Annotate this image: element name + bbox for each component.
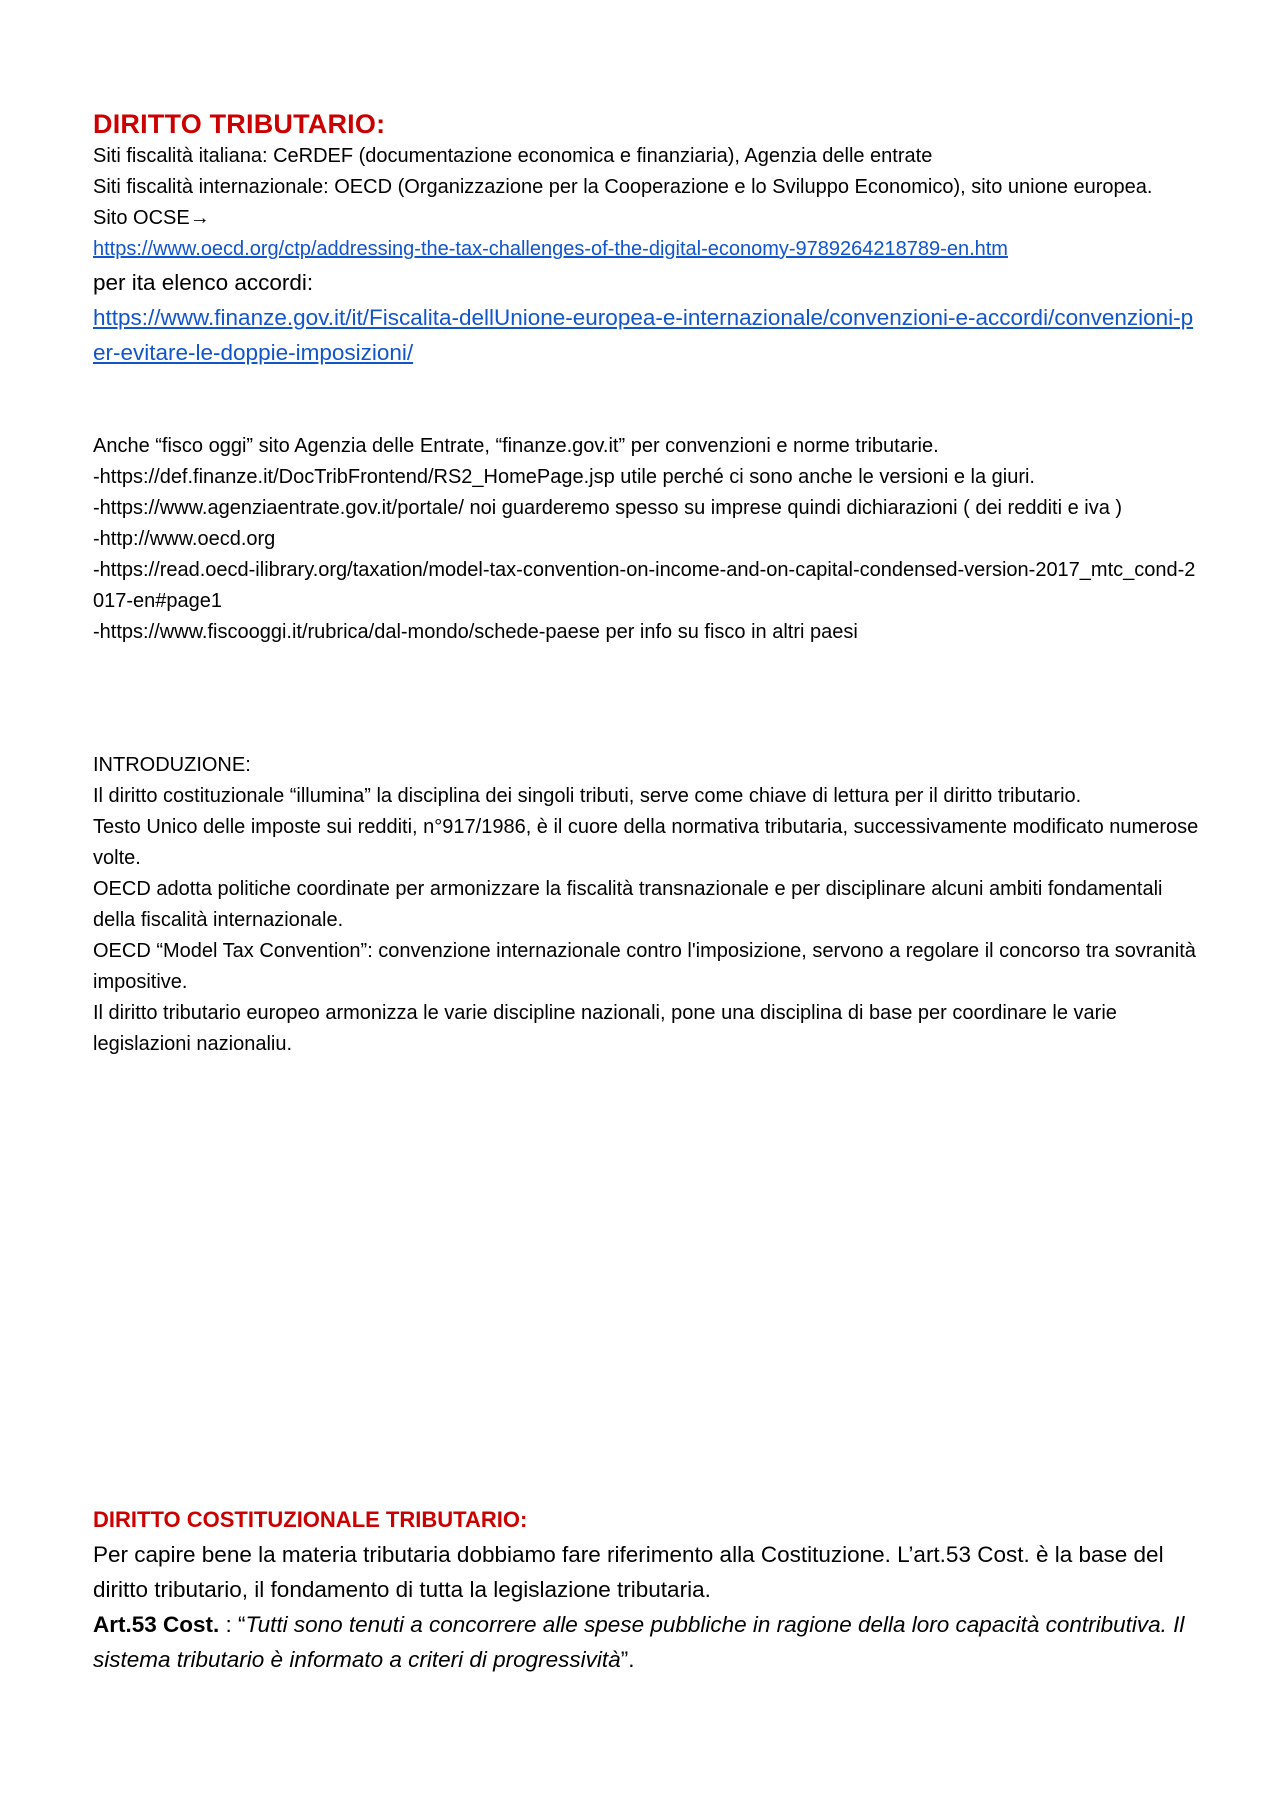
finanze-link-line xyxy=(93,300,1198,370)
list-item: -https://read.oecd-ilibrary.org/taxation/model-tax-convention-on-income-and-on-capital-condensed-version-2017_mtc_cond-2017-en#page1 xyxy=(93,559,1196,612)
paragraph: OECD adotta politiche coordinate per armonizzare la fiscalità transnazionale e per disciplinare alcuni ambiti fondamentali della fiscalità internazionale. xyxy=(93,878,1163,931)
list-item: -http://www.oecd.org xyxy=(93,528,276,550)
art53-label: Art.53 Cost. xyxy=(93,1612,220,1637)
list-item: -https://www.agenziaentrate.gov.it/portale/ noi guarderemo spesso su imprese quindi dichiarazioni ( dei redditi e iva ) xyxy=(93,497,1123,519)
paragraph: Testo Unico delle imposte sui redditi, n°917/1986, è il cuore della normativa tributaria, successivamente modificato numerose volte. xyxy=(93,816,1199,869)
section-heading: DIRITTO COSTITUZIONALE TRIBUTARIO: xyxy=(93,1507,528,1532)
paragraph: OECD “Model Tax Convention”: convenzione internazionale contro l'imposizione, servono a regolare il concorso tra sovranità impositive. xyxy=(93,940,1196,993)
ocse-link-line xyxy=(93,234,1203,265)
section-heading: DIRITTO TRIBUTARIO: xyxy=(93,109,386,139)
ita-label: per ita elenco accordi: xyxy=(93,270,314,295)
line-fiscalita-italiana: Siti fiscalità italiana: CeRDEF (documentazione economica e finanziaria), Agenzia delle entrate xyxy=(93,145,933,167)
sito-ocse-label: Sito OCSE→ xyxy=(93,207,210,229)
list-item: -https://def.finanze.it/DocTribFrontend/RS2_HomePage.jsp utile perché ci sono anche le versioni e la giuri. xyxy=(93,466,1035,488)
paragraph: Il diritto costituzionale “illumina” la disciplina dei singoli tributi, serve come chiave di lettura per il diritto tributario. xyxy=(93,785,1082,807)
art53-paragraph xyxy=(93,1607,1203,1677)
art53-quote: Tutti sono tenuti a concorrere alle spese pubbliche in ragione della loro capacità contributiva. Il sistema tributario è informato a criteri di progressività xyxy=(93,1612,1185,1672)
art53-end: ”. xyxy=(620,1647,635,1672)
paragraph: Per capire bene la materia tributaria dobbiamo fare riferimento alla Costituzione. L’art.53 Cost. è la base del diritto tributario, il fondamento di tutta la legislazione tributaria. xyxy=(93,1542,1164,1602)
ocse-link[interactable]: https://www.oecd.org/ctp/addressing-the-tax-challenges-of-the-digital-economy-9789264218789-en.htm xyxy=(93,238,1008,260)
paragraph: Il diritto tributario europeo armonizza le varie discipline nazionali, pone una disciplina di base per coordinare le varie legislazioni nazionaliu. xyxy=(93,1002,1117,1055)
section-diritto-tributario xyxy=(93,107,1203,370)
links-block xyxy=(93,431,1203,648)
introduzione-heading: INTRODUZIONE: xyxy=(93,754,251,776)
section-introduzione xyxy=(93,750,1203,1060)
finanze-link[interactable]: https://www.finanze.gov.it/it/Fiscalita-dellUnione-europea-e-internazionale/convenzioni-e-accordi/convenzioni-per-evitare-le-doppie-imposizioni/ xyxy=(93,305,1194,365)
list-item: -https://www.fiscooggi.it/rubrica/dal-mondo/schede-paese per info su fisco in altri paesi xyxy=(93,621,858,643)
line-fiscalita-internazionale: Siti fiscalità internazionale: OECD (Organizzazione per la Cooperazione e lo Sviluppo Economico), sito unione europea. xyxy=(93,176,1153,198)
art53-separator: : “ xyxy=(219,1612,246,1637)
section-diritto-costituzionale-tributario xyxy=(93,1505,1203,1677)
links-intro: Anche “fisco oggi” sito Agenzia delle Entrate, “finanze.gov.it” per convenzioni e norme tributarie. xyxy=(93,435,939,457)
